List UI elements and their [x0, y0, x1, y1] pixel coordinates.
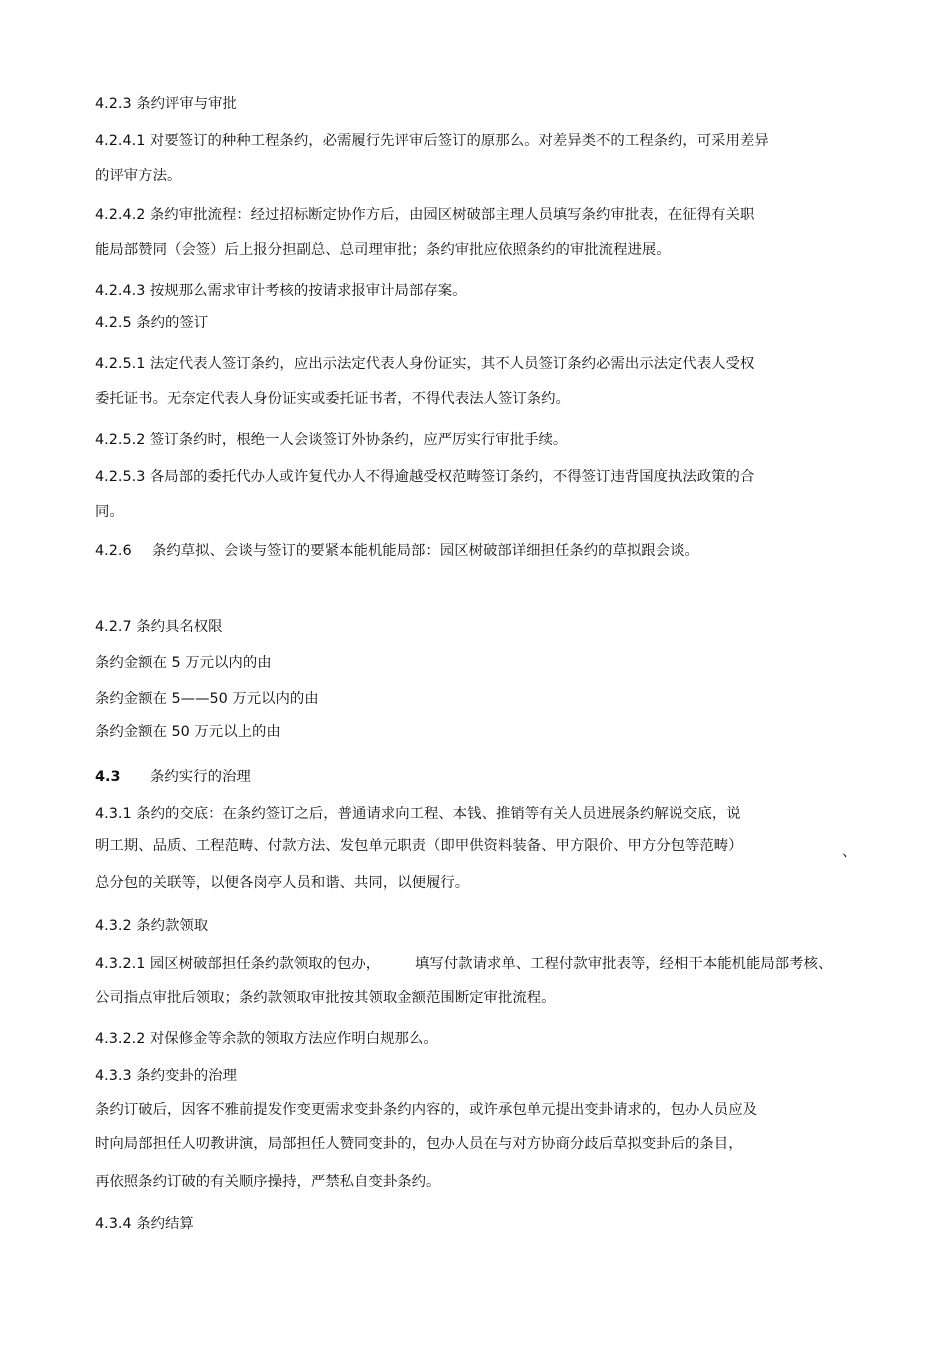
paragraph-line: 4.2.5.2 签订条约时，根绝一人会谈签订外协条约，应严厉实行审批手续。	[95, 432, 568, 448]
paragraph-line: 4.3.1 条约的交底：在条约签订之后，普通请求向工程、本钱、推销等有关人员进展条约解说交底，说	[95, 806, 741, 822]
paragraph-line: 能局部赞同（会签）后上报分担副总、总司理审批；条约审批应依照条约的审批流程进展。	[95, 242, 671, 258]
heading-4-2-7: 4.2.7 条约具名权限	[95, 619, 223, 635]
heading-4-3-4: 4.3.4 条约结算	[95, 1216, 194, 1232]
paragraph-line: 条约金额在 5——50 万元以内的由	[95, 691, 319, 707]
paragraph-line: 条约金额在 5 万元以内的由	[95, 655, 272, 671]
paragraph-line: 公司指点审批后领取；条约款领取审批按其领取金额范围断定审批流程。	[95, 990, 556, 1006]
paragraph-line: 4.3.2.2 对保修金等余款的领取方法应作明白规那么。	[95, 1031, 438, 1047]
paragraph-line: 明工期、品质、工程范畴、付款方法、发包单元职责（即甲供资料装备、甲方限价、甲方分包等范畴）	[95, 838, 743, 854]
paragraph-line: 总分包的关联等，以便各岗亭人员和谐、共同，以便履行。	[95, 875, 470, 891]
paragraph-line: 条约金额在 50 万元以上的由	[95, 724, 281, 740]
heading-4-3-3: 4.3.3 条约变卦的治理	[95, 1068, 237, 1084]
paragraph-line: 4.2.4.2 条约审批流程：经过招标断定协作方后，由园区树破部主理人员填写条约审批表，在征得有关职	[95, 207, 755, 223]
paragraph-line: 条约草拟、会谈与签订的要紧本能机能局部：园区树破部详细担任条约的草拟跟会谈。	[152, 543, 699, 559]
paragraph-line: 委托证书。无奈定代表人身份证实或委托证书者，不得代表法人签订条约。	[95, 391, 570, 407]
paragraph-line: 4.3.2.1 园区树破部担任条约款领取的包办，	[95, 956, 381, 972]
paragraph-line: 再依照条约订破的有关顺序操持，严禁私自变卦条约。	[95, 1174, 441, 1190]
paragraph-mark: 、	[842, 844, 857, 860]
paragraph-line: 同。	[95, 504, 124, 520]
heading-4-3-number: 4.3	[95, 769, 121, 785]
paragraph-line: 填写付款请求单、工程付款审批表等，经相干本能机能局部考核、	[415, 956, 833, 972]
paragraph-line: 条约订破后，因客不雅前提发作变更需求变卦条约内容的，或许承包单元提出变卦请求的，包办人员应及	[95, 1102, 757, 1118]
heading-4-2-3: 4.2.3 条约评审与审批	[95, 96, 237, 112]
paragraph-line: 4.2.4.1 对要签订的种种工程条约，必需履行先评审后签订的原那么。对差异类不的工程条约，可采用差异	[95, 133, 769, 149]
heading-4-3-title: 条约实行的治理	[150, 769, 251, 785]
paragraph-line: 4.2.5.3 各局部的委托代办人或许复代办人不得逾越受权范畴签订条约，不得签订违背国度执法政策的合	[95, 469, 755, 485]
paragraph-line: 时向局部担任人叨教讲演，局部担任人赞同变卦的，包办人员在与对方协商分歧后草拟变卦后的条目，	[95, 1136, 743, 1152]
heading-4-3-2: 4.3.2 条约款领取	[95, 918, 209, 934]
paragraph-line: 4.2.5.1 法定代表人签订条约，应出示法定代表人身份证实，其不人员签订条约必需出示法定代表人受权	[95, 356, 755, 372]
paragraph-line: 4.2.4.3 按规那么需求审计考核的按请求报审计局部存案。	[95, 283, 467, 299]
heading-4-2-5: 4.2.5 条约的签订	[95, 315, 209, 331]
paragraph-line: 4.2.6	[95, 543, 132, 559]
paragraph-line: 的评审方法。	[95, 168, 182, 184]
